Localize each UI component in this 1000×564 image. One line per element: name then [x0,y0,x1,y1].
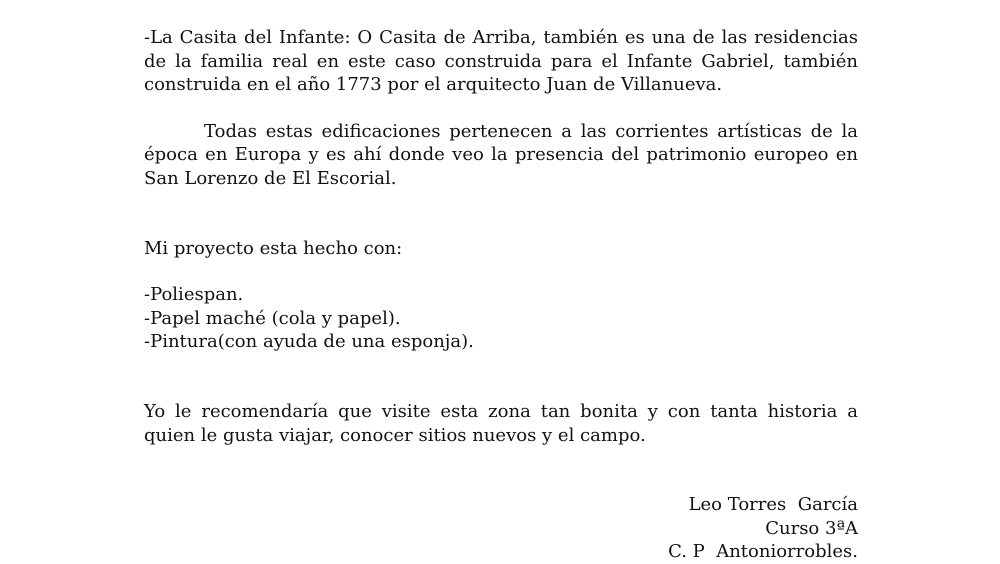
material-item: -Papel maché (cola y papel). [144,307,401,329]
spacer [144,260,858,283]
signature-name: Leo Torres García [688,494,858,516]
document-page [144,26,858,564]
spacer [144,191,858,237]
materials-list [144,283,858,354]
signature-course: Curso 3ªA [765,517,858,539]
recommendation-paragraph: Yo le recomendaría que visite esta zona tan bonita y con tanta historia a quien le gusta viajar, conocer sitios nuevos y el campo. [144,400,858,446]
spacer [144,97,858,120]
signature-school: C. P Antoniorrobles. [668,541,858,563]
spacer [144,447,858,493]
material-item: -Pintura(con ayuda de una esponja). [144,331,474,353]
signature-block [144,493,858,564]
project-intro: Mi proyecto esta hecho con: [144,237,403,259]
paragraph-casita-del-infante: -La Casita del Infante: O Casita de Arriba, también es una de las residencias de la familia real en este caso construida para el Infante Gabriel, también construida en el año 1773 por el arquitecto Juan de Villanueva. [144,27,858,96]
material-item: -Poliespan. [144,284,244,306]
paragraph-edificaciones: Todas estas edificaciones pertenecen a las corrientes artísticas de la época en Europa y es ahí donde veo la presencia del patrimonio europeo en San Lorenzo de El Escorial. [144,120,858,189]
spacer [144,354,858,400]
